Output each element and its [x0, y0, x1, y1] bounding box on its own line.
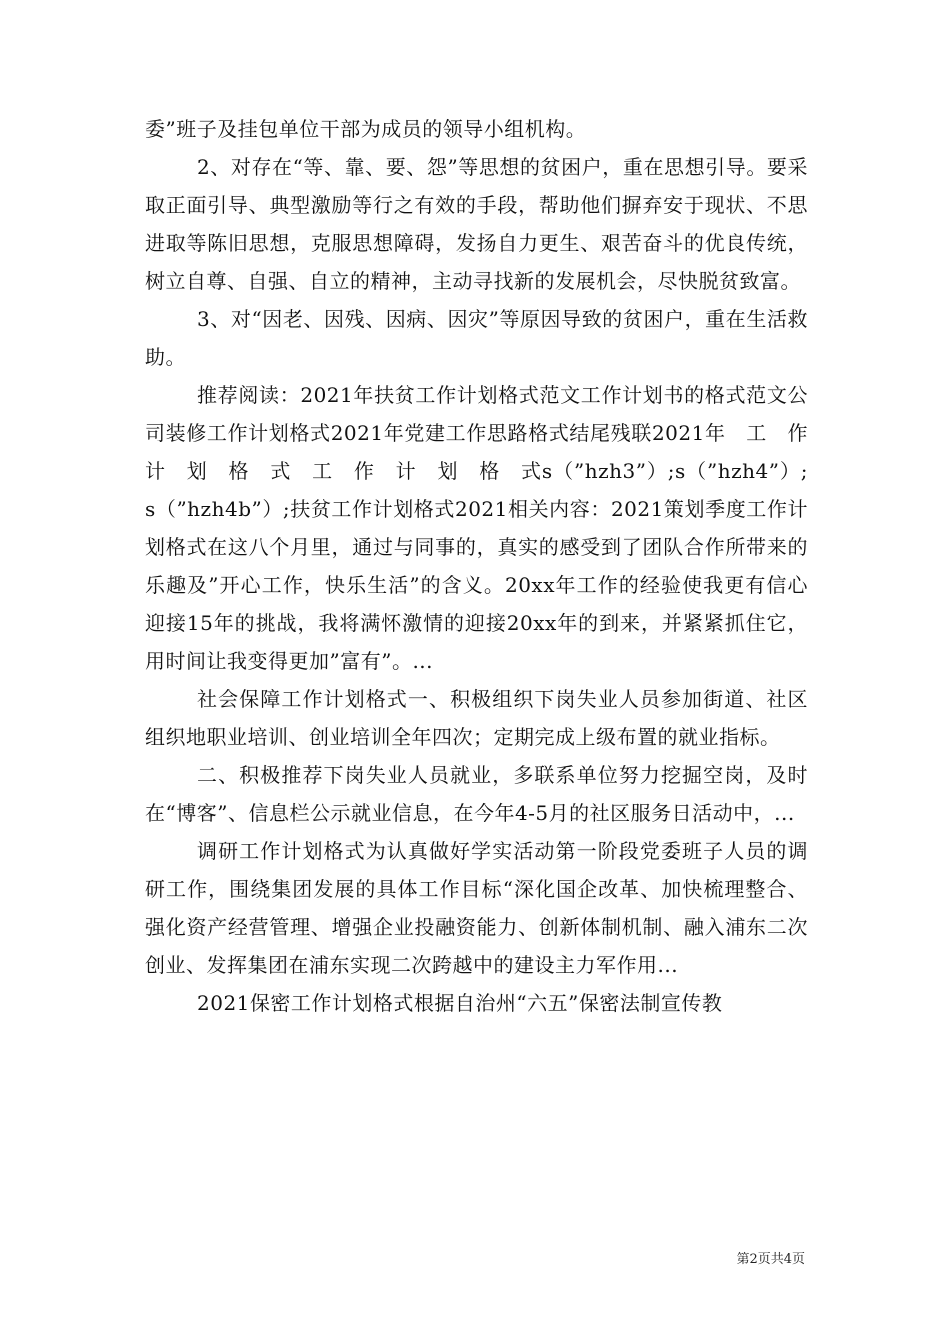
page-number-label: 第2页共4页: [736, 1252, 805, 1267]
paragraph-ideological-guidance: 2、对存在“等、靠、要、怨”等思想的贫困户，重在思想引导。要采取正面引导、典型激励等行之有效的手段，帮助他们摒弃安于现状、不思进取等陈旧思想，克服思想障碍，发扬自力更生、艰苦奋斗的优良传统，树立自尊、自强、自立的精神，主动寻找新的发展机会，尽快脱贫致富。: [145, 155, 808, 293]
paragraph-recommended-reading: 推荐阅读：2021年扶贫工作计划格式范文工作计划书的格式范文公司装修工作计划格式2021年党建工作思路格式结尾残联2021年 工 作 计 划 格 式 工 作 计 划 格 式s（”hzh3”）;s（”hzh4”）;s（”hzh4b”）;扶贫工作计划格式2021相关内容：2021策划季度工作计划格式在这八个月里，通过与同事的，真实的感受到了团队合作所带来的乐趣及”开心工作，快乐生活”的含义。20xx年工作的经验使我更有信心迎接15年的挑战，我将满怀激情的迎接20xx年的到来，并紧紧抓住它，用时间让我变得更加”富有”。...: [145, 383, 829, 673]
paragraph-life-assistance: 3、对“因老、因残、因病、因灾”等原因导致的贫困户，重在生活救助。: [145, 307, 808, 369]
document-body: [145, 110, 829, 1022]
paragraph-social-security: 社会保障工作计划格式一、积极组织下岗失业人员参加街道、社区组织地职业培训、创业培训全年四次；定期完成上级布置的就业指标。: [145, 687, 808, 749]
paragraph-continuation: 委”班子及挂包单位干部为成员的领导小组机构。: [145, 117, 587, 141]
page-number-footer: [736, 1248, 805, 1267]
paragraph-research-plan: 调研工作计划格式为认真做好学实活动第一阶段党委班子人员的调研工作，围绕集团发展的具体工作目标“深化国企改革、加快梳理整合、强化资产经营管理、增强企业投融资能力、创新体制机制、融入浦东二次创业、发挥集团在浦东实现二次跨越中的建设主力军作用...: [145, 839, 808, 977]
paragraph-employment-recommendation: 二、积极推荐下岗失业人员就业，多联系单位努力挖掘空岗，及时在“博客”、信息栏公示就业信息，在今年4-5月的社区服务日活动中，...: [145, 763, 808, 825]
paragraph-confidentiality-plan: 2021保密工作计划格式根据自治州“六五”保密法制宣传教: [197, 991, 723, 1015]
